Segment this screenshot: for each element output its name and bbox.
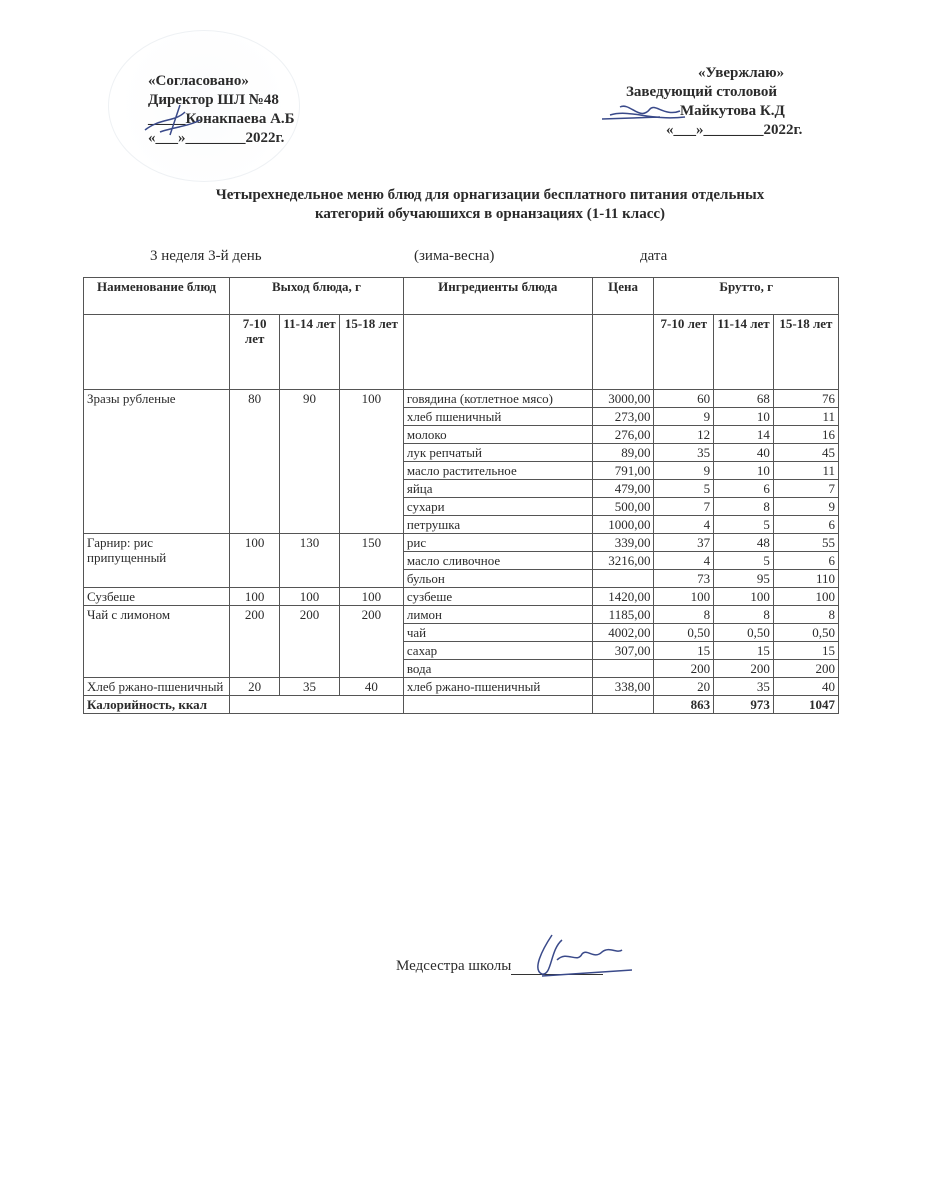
ingredient-price: 4002,00 xyxy=(592,624,654,642)
ingredient-gross: 45 xyxy=(773,444,838,462)
approval-date: «___»________2022г. xyxy=(148,130,285,146)
ingredient-gross: 40 xyxy=(714,444,774,462)
ingredient-gross: 15 xyxy=(773,642,838,660)
ingredient-gross: 68 xyxy=(714,390,774,408)
dish-name: Хлеб ржано-пшеничный xyxy=(84,678,230,696)
empty-cell xyxy=(592,696,654,714)
date-label: дата xyxy=(640,248,668,264)
header-age: 11-14 лет xyxy=(280,315,340,390)
empty-cell xyxy=(84,315,230,390)
ingredient-price: 3000,00 xyxy=(592,390,654,408)
header-gross: Брутто, г xyxy=(654,278,839,315)
header-age: 7-10 лет xyxy=(230,315,280,390)
ingredient-price: 307,00 xyxy=(592,642,654,660)
ingredient-gross: 0,50 xyxy=(714,624,774,642)
table-row xyxy=(84,390,839,408)
header-age: 7-10 лет xyxy=(654,315,714,390)
header-yield: Выход блюда, г xyxy=(230,278,404,315)
signature-icon xyxy=(140,100,210,140)
ingredient-name: вода xyxy=(403,660,592,678)
approval-heading: «Увержлаю» xyxy=(698,65,785,81)
ingredient-price: 479,00 xyxy=(592,480,654,498)
ingredient-name: сузбеше xyxy=(403,588,592,606)
dish-yield: 100 xyxy=(230,534,280,588)
signature-icon xyxy=(600,97,690,127)
ingredient-gross: 12 xyxy=(654,426,714,444)
dish-name: Зразы рубленые xyxy=(84,390,230,534)
ingredient-name: лимон xyxy=(403,606,592,624)
header-price: Цена xyxy=(592,278,654,315)
ingredient-name: лук репчатый xyxy=(403,444,592,462)
ingredient-price: 339,00 xyxy=(592,534,654,552)
ingredient-gross: 15 xyxy=(714,642,774,660)
empty-cell xyxy=(592,315,654,390)
empty-cell xyxy=(230,696,404,714)
ingredient-price: 338,00 xyxy=(592,678,654,696)
ingredient-name: молоко xyxy=(403,426,592,444)
nurse-label: Медсестра школы xyxy=(396,958,512,974)
ingredient-gross: 55 xyxy=(773,534,838,552)
ingredient-gross: 100 xyxy=(654,588,714,606)
menu-body xyxy=(84,390,839,714)
ingredient-gross: 9 xyxy=(654,408,714,426)
dish-yield: 80 xyxy=(230,390,280,534)
ingredient-gross: 14 xyxy=(714,426,774,444)
ingredient-gross: 10 xyxy=(714,462,774,480)
ingredient-gross: 0,50 xyxy=(654,624,714,642)
ingredient-name: масло растительное xyxy=(403,462,592,480)
empty-cell xyxy=(403,315,592,390)
dish-name: Сузбеше xyxy=(84,588,230,606)
ingredient-name: сахар xyxy=(403,642,592,660)
header-ingredients: Ингредиенты блюда xyxy=(403,278,592,315)
calories-row xyxy=(84,696,839,714)
header-age: 11-14 лет xyxy=(714,315,774,390)
ingredient-gross: 100 xyxy=(773,588,838,606)
approver-title: Директор ШЛ №48 xyxy=(148,92,279,108)
dish-yield: 200 xyxy=(339,606,403,678)
dish-yield: 100 xyxy=(280,588,340,606)
ingredient-gross: 8 xyxy=(773,606,838,624)
ingredient-gross: 10 xyxy=(714,408,774,426)
ingredient-gross: 6 xyxy=(773,516,838,534)
ingredient-price: 791,00 xyxy=(592,462,654,480)
ingredient-gross: 60 xyxy=(654,390,714,408)
calories-label: Калорийность, ккал xyxy=(84,696,230,714)
ingredient-gross: 16 xyxy=(773,426,838,444)
dish-yield: 200 xyxy=(230,606,280,678)
calories-value: 863 xyxy=(654,696,714,714)
ingredient-price xyxy=(592,660,654,678)
ingredient-gross: 7 xyxy=(654,498,714,516)
dish-yield: 35 xyxy=(280,678,340,696)
ingredient-price: 276,00 xyxy=(592,426,654,444)
ingredient-price: 273,00 xyxy=(592,408,654,426)
ingredient-gross: 9 xyxy=(773,498,838,516)
ingredient-name: хлеб ржано-пшеничный xyxy=(403,678,592,696)
ingredient-name: говядина (котлетное мясо) xyxy=(403,390,592,408)
ingredient-gross: 11 xyxy=(773,462,838,480)
dish-yield: 200 xyxy=(280,606,340,678)
ingredient-name: масло сливочное xyxy=(403,552,592,570)
ingredient-name: яйца xyxy=(403,480,592,498)
ingredient-price: 89,00 xyxy=(592,444,654,462)
ingredient-gross: 11 xyxy=(773,408,838,426)
approver-title: Заведующий столовой xyxy=(626,84,778,100)
ingredient-gross: 8 xyxy=(714,606,774,624)
table-row xyxy=(84,678,839,696)
calories-value: 973 xyxy=(714,696,774,714)
ingredient-gross: 5 xyxy=(714,552,774,570)
approver-name: Майкутова К.Д xyxy=(680,103,785,119)
title-line: категорий обучаюшихся в орнанзациях (1-11 класс) xyxy=(314,206,666,222)
ingredient-gross: 35 xyxy=(654,444,714,462)
ingredient-gross: 48 xyxy=(714,534,774,552)
dish-yield: 100 xyxy=(339,390,403,534)
dish-yield: 130 xyxy=(280,534,340,588)
ingredient-gross: 4 xyxy=(654,552,714,570)
table-row xyxy=(84,534,839,552)
ingredient-gross: 5 xyxy=(654,480,714,498)
dish-yield: 100 xyxy=(339,588,403,606)
ingredient-gross: 8 xyxy=(654,606,714,624)
ingredient-gross: 6 xyxy=(714,480,774,498)
calories-value: 1047 xyxy=(773,696,838,714)
approval-heading: «Согласовано» xyxy=(148,73,249,89)
ingredient-gross: 0,50 xyxy=(773,624,838,642)
ingredient-name: петрушка xyxy=(403,516,592,534)
ingredient-price: 500,00 xyxy=(592,498,654,516)
ingredient-gross: 76 xyxy=(773,390,838,408)
ingredient-price: 1185,00 xyxy=(592,606,654,624)
ingredient-gross: 200 xyxy=(714,660,774,678)
header-dish-name: Наименование блюд xyxy=(84,278,230,315)
ingredient-name: бульон xyxy=(403,570,592,588)
ingredient-gross: 95 xyxy=(714,570,774,588)
ingredient-gross: 40 xyxy=(773,678,838,696)
approver-name: _____Конакпаева А.Б xyxy=(148,111,295,127)
ingredient-gross: 110 xyxy=(773,570,838,588)
season: (зима-весна) xyxy=(414,248,495,264)
ingredient-gross: 200 xyxy=(773,660,838,678)
ingredient-gross: 100 xyxy=(714,588,774,606)
header-row xyxy=(84,278,839,315)
dish-yield: 100 xyxy=(230,588,280,606)
title-line: Четырехнедельное меню блюд для орнагизации бесплатного питания отдельных xyxy=(215,187,765,203)
ingredient-gross: 35 xyxy=(714,678,774,696)
ingredient-name: сухари xyxy=(403,498,592,516)
approval-date: «___»________2022г. xyxy=(666,122,803,138)
dish-yield: 150 xyxy=(339,534,403,588)
dish-name: Чай с лимоном xyxy=(84,606,230,678)
ingredient-gross: 200 xyxy=(654,660,714,678)
signature-icon xyxy=(522,930,632,980)
ingredient-name: хлеб пшеничный xyxy=(403,408,592,426)
ingredient-gross: 9 xyxy=(654,462,714,480)
header-subrow xyxy=(84,315,839,390)
ingredient-price xyxy=(592,570,654,588)
ingredient-gross: 7 xyxy=(773,480,838,498)
week-day: 3 неделя 3-й день xyxy=(150,248,262,264)
ingredient-gross: 15 xyxy=(654,642,714,660)
table-row xyxy=(84,588,839,606)
empty-cell xyxy=(403,696,592,714)
dish-yield: 90 xyxy=(280,390,340,534)
document-title xyxy=(140,186,840,224)
ingredient-name: чай xyxy=(403,624,592,642)
ingredient-gross: 6 xyxy=(773,552,838,570)
ingredient-price: 1420,00 xyxy=(592,588,654,606)
ingredient-gross: 73 xyxy=(654,570,714,588)
dish-yield: 40 xyxy=(339,678,403,696)
dish-name: Гарнир: рис припущенный xyxy=(84,534,230,588)
menu-table xyxy=(83,277,839,714)
ingredient-price: 1000,00 xyxy=(592,516,654,534)
ingredient-price: 3216,00 xyxy=(592,552,654,570)
ingredient-gross: 4 xyxy=(654,516,714,534)
ingredient-gross: 37 xyxy=(654,534,714,552)
header-age: 15-18 лет xyxy=(339,315,403,390)
table-row xyxy=(84,606,839,624)
ingredient-name: рис xyxy=(403,534,592,552)
dish-yield: 20 xyxy=(230,678,280,696)
ingredient-gross: 5 xyxy=(714,516,774,534)
ingredient-gross: 20 xyxy=(654,678,714,696)
ingredient-gross: 8 xyxy=(714,498,774,516)
header-age: 15-18 лет xyxy=(773,315,838,390)
